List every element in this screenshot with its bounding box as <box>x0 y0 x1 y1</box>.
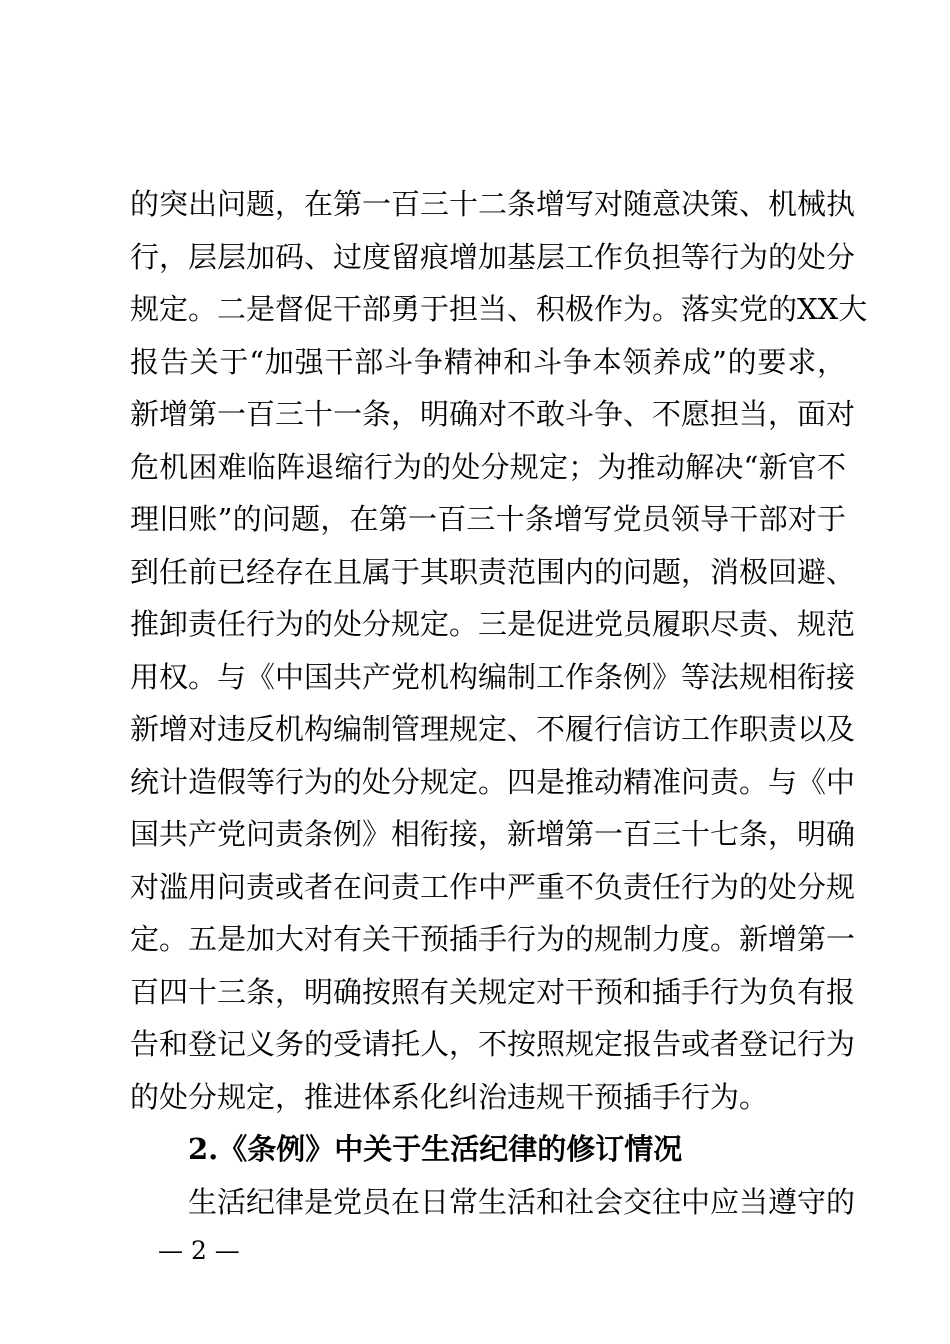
body-text-line: 到任前已经存在且属于其职责范围内的问题，消极回避、 <box>130 555 856 589</box>
body-text-line: 用权。与《中国共产党机构编制工作条例》等法规相衔接 <box>130 660 856 694</box>
body-text-line: 规定。二是督促干部勇于担当、积极作为。落实党的XX大 <box>130 292 868 326</box>
body-text-line: 行，层层加码、过度留痕增加基层工作负担等行为的处分 <box>130 240 856 274</box>
body-text-line: 统计造假等行为的处分规定。四是推动精准问责。与《中 <box>130 765 856 799</box>
body-text-line: 报告关于“加强干部斗争精神和斗争本领养成”的要求， <box>130 345 846 379</box>
body-text-line: 告和登记义务的受请托人，不按照规定报告或者登记行为 <box>130 1027 856 1061</box>
body-text-line: 定。五是加大对有关干预插手行为的规制力度。新增第一 <box>130 922 856 956</box>
body-text-line: 对滥用问责或者在问责工作中严重不负责任行为的处分规 <box>130 870 856 904</box>
body-text-line: 推卸责任行为的处分规定。三是促进党员履职尽责、规范 <box>130 607 856 641</box>
body-text-line: 百四十三条，明确按照有关规定对干预和插手行为负有报 <box>130 975 856 1009</box>
body-text-line: 国共产党问责条例》相衔接，新增第一百三十七条，明确 <box>130 817 856 851</box>
body-text-line: 新增第一百三十一条，明确对不敢斗争、不愿担当，面对 <box>130 397 856 431</box>
body-text-line: 理旧账”的问题，在第一百三十条增写党员领导干部对于 <box>130 502 846 536</box>
section-heading: 2.《条例》中关于生活纪律的修订情况 <box>188 1132 683 1166</box>
body-text-line: 的突出问题，在第一百三十二条增写对随意决策、机械执 <box>130 187 856 221</box>
body-text-line: 危机困难临阵退缩行为的处分规定；为推动解决“新官不 <box>130 450 846 484</box>
body-text-line: 新增对违反机构编制管理规定、不履行信访工作职责以及 <box>130 712 856 746</box>
body-text-line: 生活纪律是党员在日常生活和社会交往中应当遵守的 <box>188 1185 856 1219</box>
body-text-line: 的处分规定，推进体系化纠治违规干预插手行为。 <box>130 1080 769 1114</box>
page-number: — 2 — <box>158 1236 240 1265</box>
